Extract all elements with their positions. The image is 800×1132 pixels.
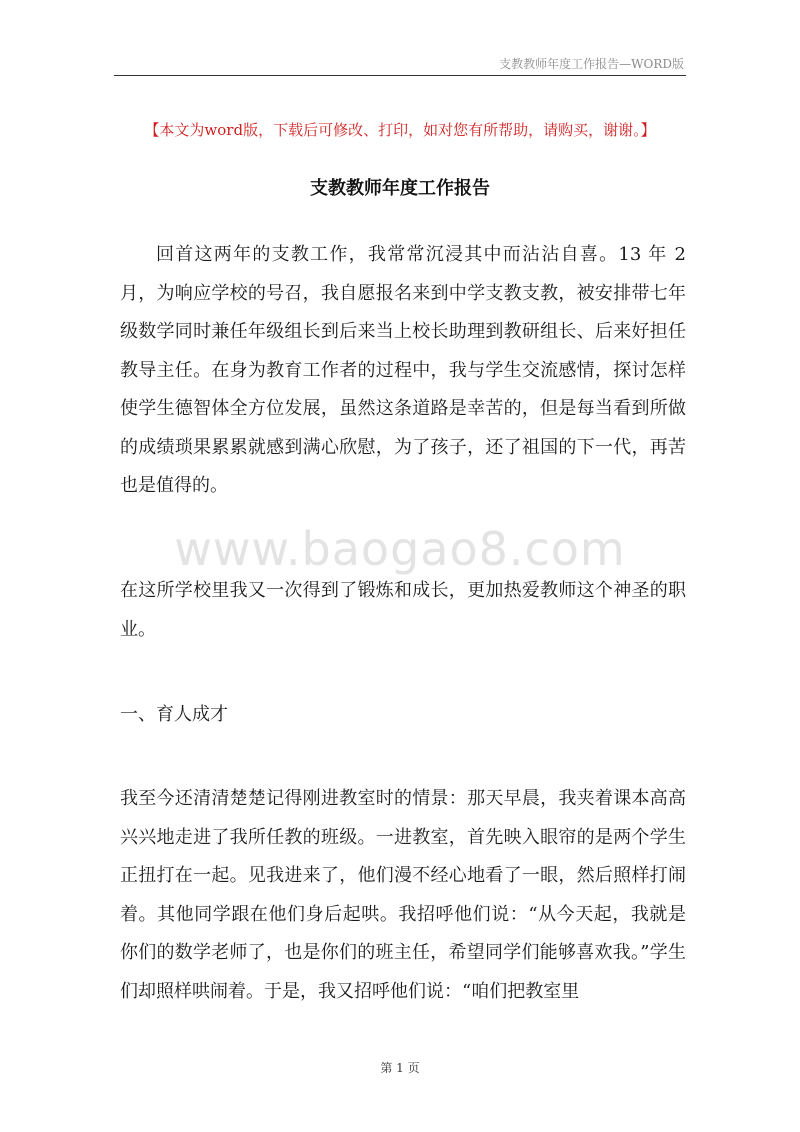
header-divider [114,75,686,76]
page-number: 第 1 页 [380,1061,420,1075]
header-running-title: 支教教师年度工作报告—WORD版 [499,57,684,71]
section-heading-educating: 一、育人成才 [120,704,228,725]
paragraph-classroom-memory: 我至今还清清楚楚记得刚进教室时的情景：那天早晨，我夹着课本高高兴兴地走进了我所任教的班级。一进教室，首先映入眼帘的是两个学生正扭打在一起。见我进来了，他们漫不经心地看了一眼，然后照样打闹着。其他同学跟在他们身后起哄。我招呼他们说：“从今天起，我就是你们的数学老师了，也是你们的班主任，希望同学们能够喜欢我。”学生们却照样哄闹着。于是，我又招呼他们说：“咱们把教室里 [120,788,686,1002]
paragraph-intro: 回首这两年的支教工作，我常常沉浸其中而沾沾自喜。13 年 2 月，为响应学校的号召，我自愿报名来到中学支教支教，被安排带七年级数学同时兼任年级组长到后来当上校长助理到教研组长、后来好担任教导主任。在身为教育工作者的过程中，我与学生交流感情，探讨怎样使学生德智体全方位发展，虽然这条道路是幸苦的，但是每当看到所做的成绩琐果累累就感到满心欣慰，为了孩子，还了祖国的下一代，再苦也是值得的。 [120,244,686,496]
paragraph-growth: 在这所学校里我又一次得到了锻炼和成长，更加热爱教师这个神圣的职业。 [120,580,686,640]
purchase-notice: 【本文为word版，下载后可修改、打印，如对您有所帮助，请购买，谢谢。】 [144,121,656,139]
watermark-text: www.baogao8.com [174,522,626,576]
document-title: 支教教师年度工作报告 [310,178,490,199]
